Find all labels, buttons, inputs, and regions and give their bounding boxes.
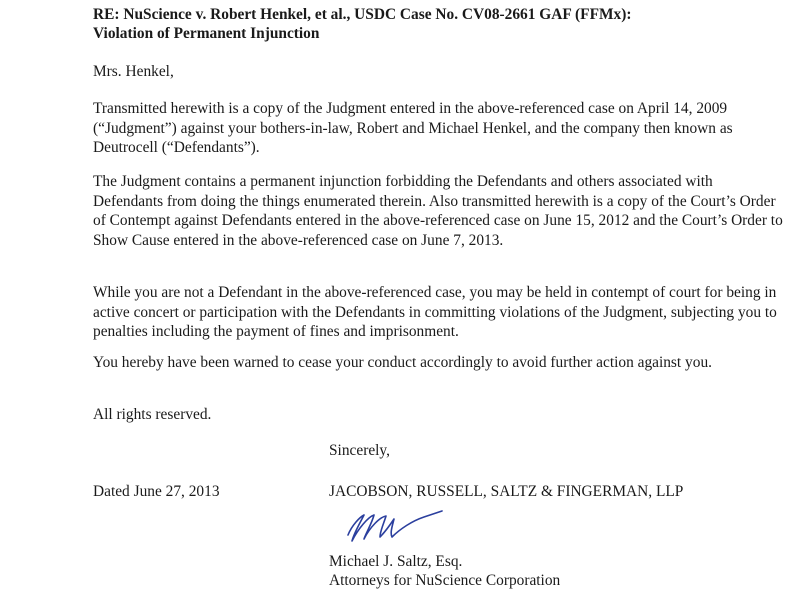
paragraph-rights-reserved: All rights reserved. — [93, 406, 212, 423]
subject-heading — [93, 5, 783, 43]
subject-line-2: Violation of Permanent Injunction — [93, 25, 320, 42]
signer-role: Attorneys for NuScience Corporation — [329, 572, 561, 589]
paragraph-contempt-warning: While you are not a Defendant in the above-referenced case, you may be held in contempt of court for being in active concert or participation with the Defendants in committing violations of the Judgment, subjecting you to penalties including the payment of fines and imprisonment. — [93, 284, 777, 340]
law-firm-name: JACOBSON, RUSSELL, SALTZ & FINGERMAN, LLP — [329, 483, 684, 500]
subject-line-1: RE: NuScience v. Robert Henkel, et al., USDC Case No. CV08-2661 GAF (FFMx): — [93, 6, 632, 23]
signature-stroke — [348, 511, 442, 541]
paragraph-judgment: Transmitted herewith is a copy of the Judgment entered in the above-referenced case on April 14, 2009 (“Judgment”) against your bothers-in-law, Robert and Michael Henkel, and the company then known as Deutrocell (“Defendants”). — [93, 100, 733, 156]
closing: Sincerely, — [329, 442, 390, 459]
handwritten-signature — [340, 503, 450, 551]
letter-date: Dated June 27, 2013 — [93, 483, 220, 500]
signer-name: Michael J. Saltz, Esq. — [329, 553, 463, 570]
paragraph-cease-warning: You hereby have been warned to cease your conduct accordingly to avoid further action against you. — [93, 354, 712, 371]
salutation: Mrs. Henkel, — [93, 63, 174, 80]
paragraph-injunction: The Judgment contains a permanent injunction forbidding the Defendants and others associated with Defendants from doing the things enumerated therein. Also transmitted herewith is a copy of the Court’s Order of Contempt against Defendants entered in the above-referenced case on June 15, 2012 and the Court’s Order to Show Cause entered in the above-referenced case on June 7, 2013. — [93, 173, 783, 249]
